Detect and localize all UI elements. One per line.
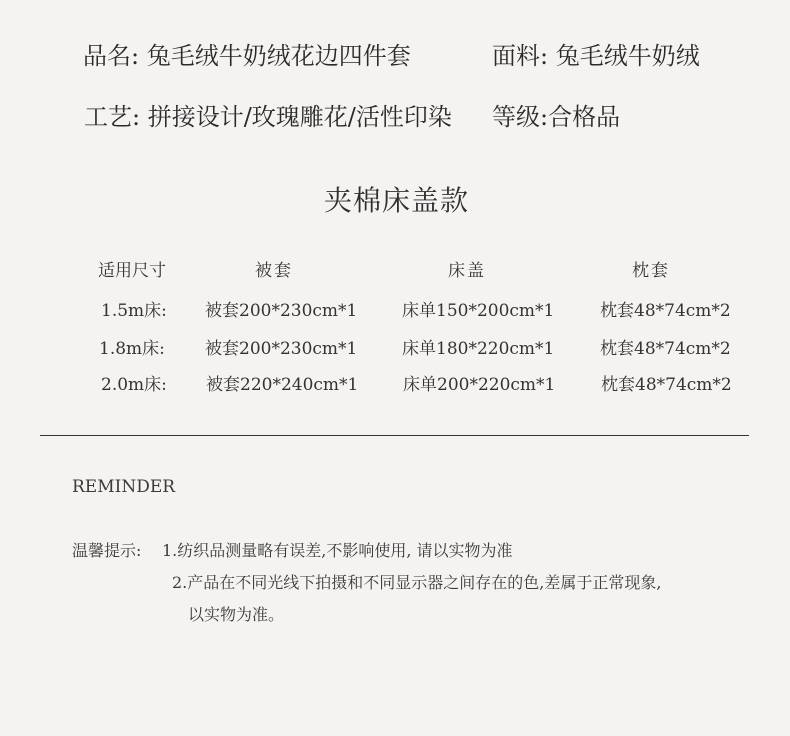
craft: 工艺: 拼接设计/玫瑰雕花/活性印染 [84, 103, 452, 131]
product-name: 品名: 兔毛绒牛奶绒花边四件套 [83, 42, 411, 70]
reminder-note-2-line-1: 2.产品在不同光线下拍摄和不同显示器之间存在的色,差属于正常现象, [172, 573, 662, 592]
table-cell-bedcover: 床单200*220cm*1 [403, 375, 556, 395]
reminder-note-2-line-2: 以实物为准。 [188, 605, 285, 624]
table-cell-pillowcase: 枕套48*74cm*2 [600, 339, 731, 359]
table-header-pillowcase: 枕套 [632, 261, 670, 281]
divider [40, 435, 749, 436]
table-cell-size: 1.5m床: [101, 301, 167, 321]
fabric: 面料: 兔毛绒牛奶绒 [492, 42, 700, 70]
table-cell-size: 1.8m床: [99, 339, 165, 359]
table-cell-duvet: 被套200*230cm*1 [205, 339, 358, 359]
table-header-size: 适用尺寸 [98, 261, 166, 281]
table-cell-duvet: 被套220*240cm*1 [206, 375, 359, 395]
reminder-label: 温馨提示: [72, 541, 142, 560]
grade: 等级:合格品 [492, 103, 621, 131]
table-header-bedcover: 床盖 [448, 261, 486, 281]
table-cell-bedcover: 床单150*200cm*1 [402, 301, 555, 321]
table-header-duvet: 被套 [255, 261, 293, 281]
reminder-note-1: 1.纺织品测量略有误差,不影响使用, 请以实物为准 [162, 541, 513, 560]
table-cell-pillowcase: 枕套48*74cm*2 [601, 375, 732, 395]
reminder-title: REMINDER [72, 477, 176, 497]
table-cell-size: 2.0m床: [101, 375, 167, 395]
table-cell-duvet: 被套200*230cm*1 [205, 301, 358, 321]
table-cell-pillowcase: 枕套48*74cm*2 [600, 301, 731, 321]
section-title: 夹棉床盖款 [324, 184, 470, 217]
table-cell-bedcover: 床单180*220cm*1 [402, 339, 555, 359]
